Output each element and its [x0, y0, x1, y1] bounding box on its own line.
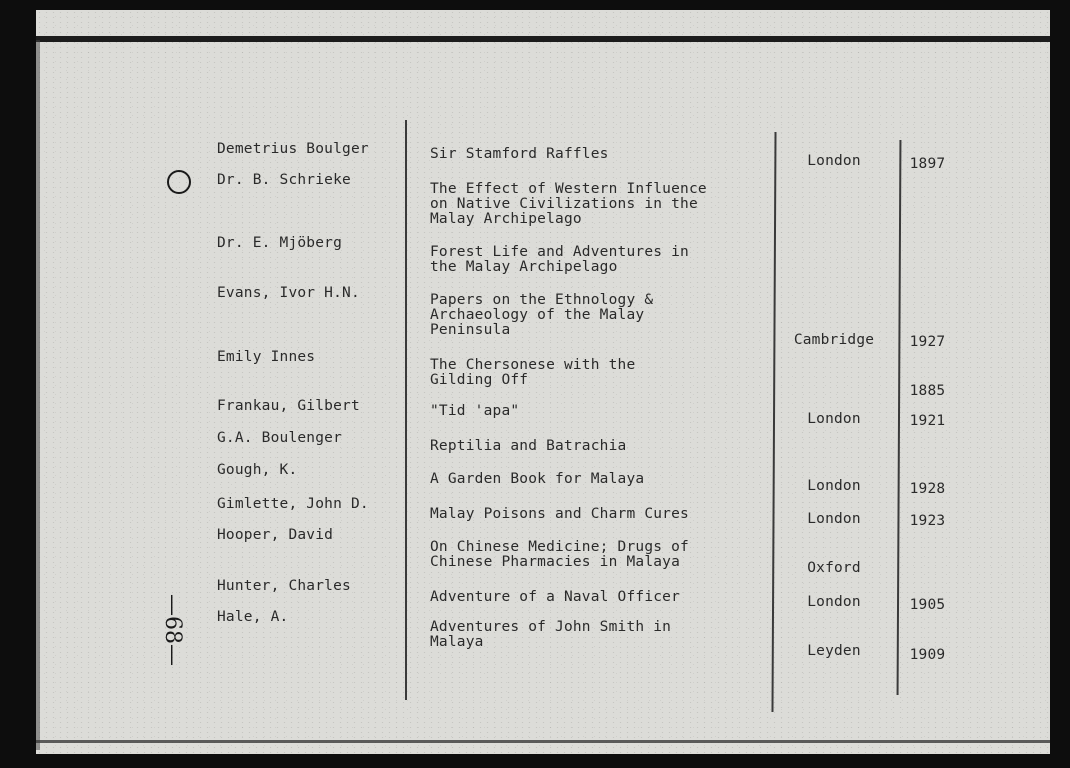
entry-author: Hale, A. — [217, 609, 289, 625]
entry-title: Forest Life and Adventures in the Malay Archipelago — [430, 244, 689, 275]
entry-author: Gough, K. — [217, 462, 298, 478]
entry-author: Hunter, Charles — [217, 578, 351, 594]
entry-author: Gimlette, John D. — [217, 496, 369, 512]
entry-place: London — [807, 153, 861, 169]
entry-year: 1885 — [909, 383, 946, 399]
entry-place: London — [807, 411, 861, 427]
entry-title: Adventure of a Naval Officer — [430, 589, 681, 605]
entry-place: London — [807, 594, 861, 610]
handwritten-page-number: —68— — [160, 594, 185, 666]
entry-author: Hooper, David — [217, 527, 334, 543]
entry-title: The Effect of Western Influence on Native Civilizations in the Malay Archipelago — [430, 181, 707, 227]
entry-place: London — [807, 478, 861, 494]
entry-title: A Garden Book for Malaya — [430, 471, 645, 487]
entry-year: 1905 — [909, 597, 946, 613]
entry-author: Dr. B. Schrieke — [217, 172, 351, 188]
entry-year: 1927 — [909, 334, 946, 350]
entry-author: Dr. E. Mjöberg — [217, 235, 343, 251]
entry-place: Cambridge — [793, 332, 875, 348]
entry-author: Demetrius Boulger — [217, 141, 369, 157]
entry-year: 1909 — [909, 647, 946, 663]
entry-title: On Chinese Medicine; Drugs of Chinese Pharmacies in Malaya — [430, 539, 689, 570]
entry-place: Leyden — [807, 643, 861, 659]
entry-title: Adventures of John Smith in Malaya — [430, 619, 672, 650]
hole-punch-circle-mark — [167, 170, 191, 194]
entry-title: "Tid 'apa" — [430, 403, 520, 419]
entry-author: Evans, Ivor H.N. — [217, 285, 360, 301]
entry-year: 1928 — [909, 481, 946, 497]
bottom-border-line — [36, 740, 1050, 743]
entry-title: The Chersonese with the Gilding Off — [430, 357, 636, 388]
entry-year: 1923 — [909, 513, 946, 529]
entry-title: Sir Stamford Raffles — [430, 146, 609, 162]
entry-title: Papers on the Ethnology & Archaeology of the Malay Peninsula — [430, 292, 654, 338]
column-divider-author-title — [405, 120, 407, 700]
entry-place: London — [807, 511, 861, 527]
entry-author: Emily Innes — [217, 349, 316, 365]
entry-title: Reptilia and Batrachia — [430, 438, 627, 454]
entry-author: Frankau, Gilbert — [217, 398, 360, 414]
entry-author: G.A. Boulenger — [217, 430, 343, 446]
top-border-line — [36, 36, 1050, 42]
entry-year: 1921 — [909, 413, 946, 429]
entry-title: Malay Poisons and Charm Cures — [430, 506, 689, 522]
entry-place: Oxford — [807, 560, 861, 576]
left-page-edge — [36, 40, 40, 750]
entry-year: 1897 — [909, 156, 946, 172]
